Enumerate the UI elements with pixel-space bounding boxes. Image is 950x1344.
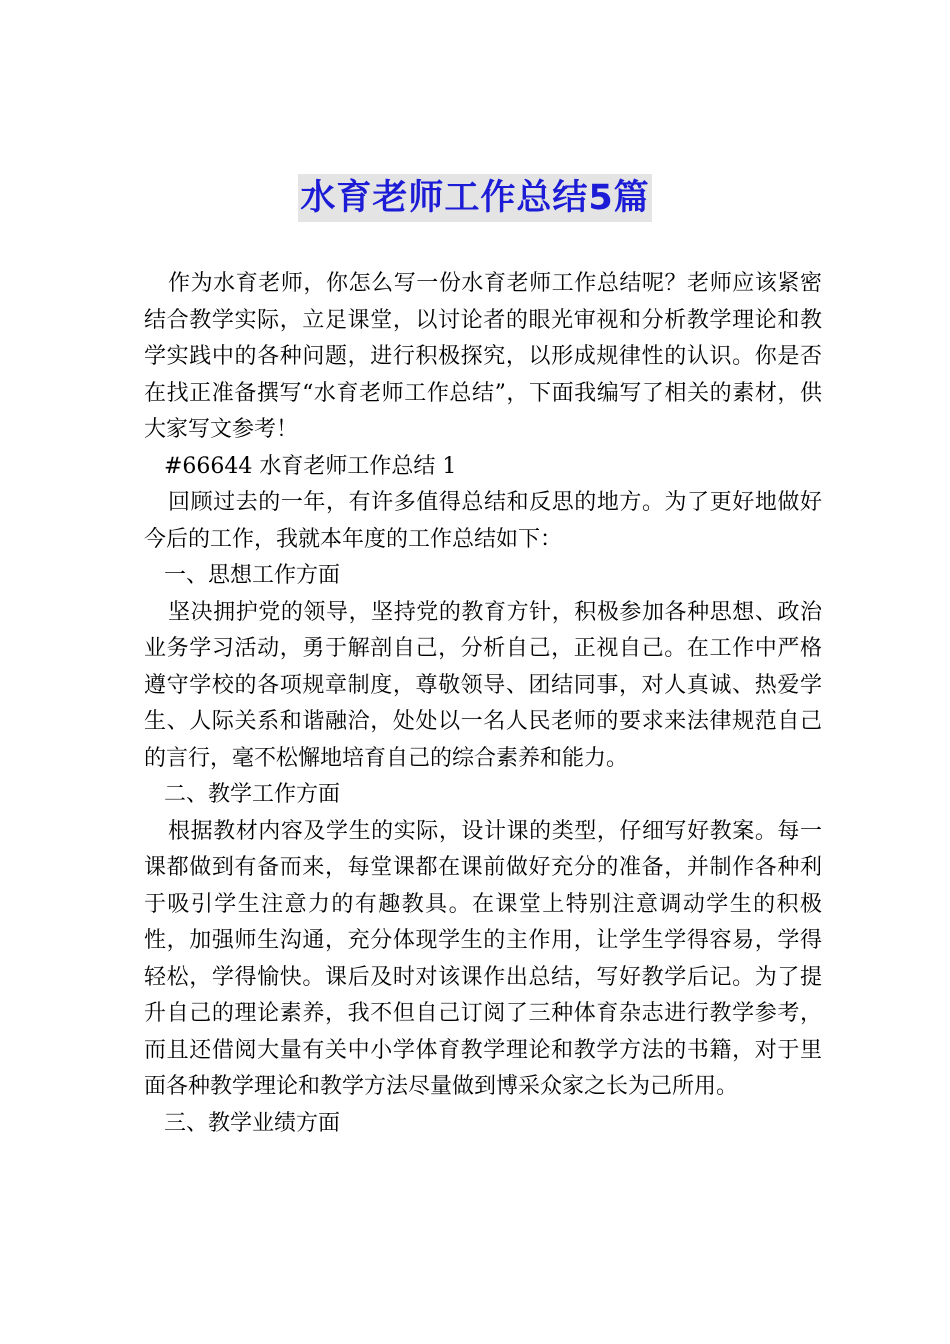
teaching-paragraph: 根据教材内容及学生的实际，设计课的类型，仔细写好教案。每一课都做到有备而来，每堂课都在课前做好充分的准备，并制作各种利于吸引学生注意力的有趣教具。在课堂上特别注意调动学生的积极性，加强师生沟通，充分体现学生的主作用，让学生学得容易，学得轻松，学得愉快。课后及时对该课作出总结，写好教学后记。为了提升自己的理论素养，我不但自己订阅了三种体育杂志进行教学参考，而且还借阅大量有关中小学体育教学理论和教学方法的书籍，对于里面各种教学理论和教学方法尽量做到博采众家之长为己所用。 <box>144 818 822 1099</box>
ideology-paragraph: 坚决拥护党的领导，坚持党的教育方针，积极参加各种思想、政治业务学习活动，勇于解剖自己，分析自己，正视自己。在工作中严格遵守学校的各项规章制度，尊敬领导、团结同事，对人真诚、热爱学生、人际关系和谐融洽，处处以一名人民老师的要求来法律规范自己的言行，毫不松懈地培育自己的综合素养和能力。 <box>144 599 822 771</box>
intro-paragraph: 作为水育老师，你怎么写一份水育老师工作总结呢？老师应该紧密结合教学实际，立足课堂，以讨论者的眼光审视和分析教学理论和教学实践中的各种问题，进行积极探究，以形成规律性的认识。你是否在找正准备撰写“水育老师工作总结”，下面我编写了相关的素材，供大家写文参考！ <box>144 271 822 442</box>
section-heading-summary-1: #66644 水育老师工作总结 1 <box>164 453 457 479</box>
document-body <box>144 266 822 1142</box>
section-heading-performance: 三、教学业绩方面 <box>164 1110 341 1136</box>
section-heading-ideology: 一、思想工作方面 <box>164 563 341 588</box>
title-wrap <box>0 174 950 222</box>
document-title: 水育老师工作总结5篇 <box>298 174 651 222</box>
review-paragraph: 回顾过去的一年，有许多值得总结和反思的地方。为了更好地做好今后的工作，我就本年度的工作总结如下： <box>144 490 822 552</box>
section-heading-teaching: 二、教学工作方面 <box>164 782 341 807</box>
